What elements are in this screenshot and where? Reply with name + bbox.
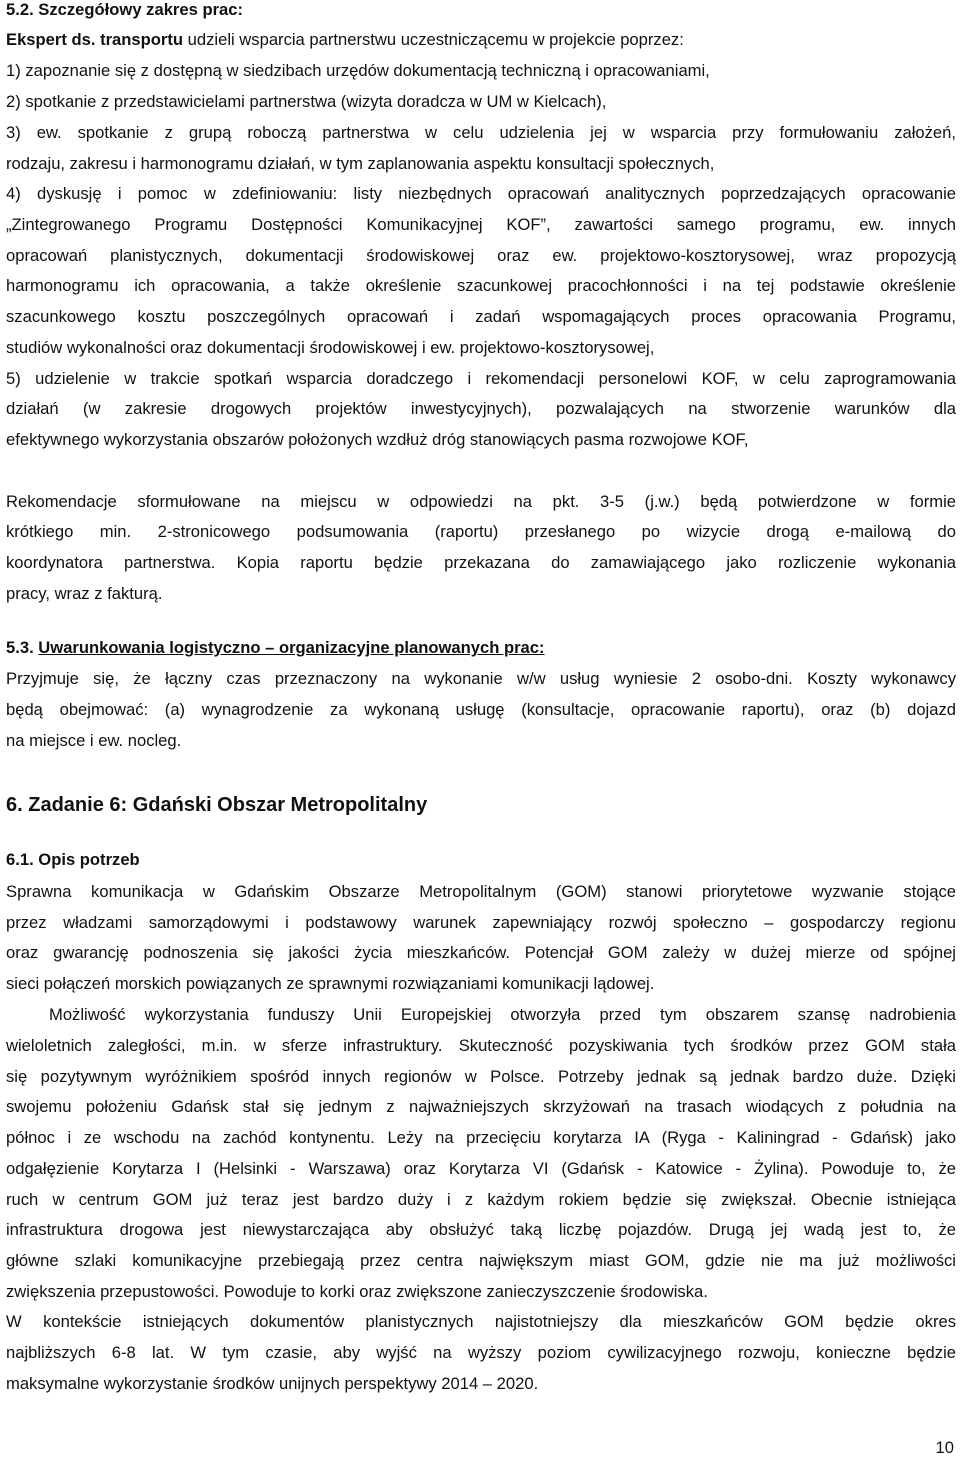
paragraph-3-line: maksymalne wykorzystanie środków unijnych perspektywy 2014 – 2020. [6,1374,539,1393]
list-item-4-line: „Zintegrowanego Programu Dostępności Komunikacyjnej KOF”, zawartości samego programu, ew. innych [6,215,956,234]
list-item-4-line: szacunkowego kosztu poszczególnych opracowań i zadań wspomagających proces opracowania Programu, [6,307,956,326]
paragraph-2-line: infrastruktura drogowa jest niewystarczająca aby obsłużyć taką liczbę pojazdów. Drugą jej wadą jest to, że [6,1220,956,1239]
list-item-4-line: studiów wykonalności oraz dokumentacji środowiskowej i ew. projektowo-kosztorysowej, [6,338,655,357]
section-5-3-heading [6,638,545,658]
recommendation-line: koordynatora partnerstwa. Kopia raportu będzie przekazana do zamawiającego jako rozliczenie wykonania [6,553,956,572]
paragraph-2-line: odgałęzienie Korytarza I (Helsinki - Warszawa) oraz Korytarza VI (Gdańsk - Katowice - Żylina). Powoduje to, że [6,1159,956,1178]
section-6-heading: 6. Zadanie 6: Gdański Obszar Metropolitalny [6,794,428,816]
paragraph-3-line: najbliższych 6-8 lat. W tym czasie, aby wyjść na wyższy poziom cywilizacyjnego rozwoju, konieczne będzie [6,1343,956,1362]
section-5-3-line: Przyjmuje się, że łączny czas przeznaczony na wykonanie w/w usług wyniesie 2 osobo-dni. Koszty wykonawcy [6,669,956,688]
list-item-5-line: efektywnego wykorzystania obszarów położonych wzdłuż dróg stanowiących pasma rozwojowe KOF, [6,430,749,449]
paragraph-2-line: Możliwość wykorzystania funduszy Unii Europejskiej otworzyła przed tym obszarem szansę nadrobienia [49,1005,956,1024]
list-item-5-line: działań (w zakresie drogowych projektów inwestycyjnych), pozwalających na stworzenie warunków dla [6,399,956,418]
list-item-5-line: 5) udzielenie w trakcie spotkań wsparcia doradczego i rekomendacji personelowi KOF, w celu zaprogramowania [6,369,956,388]
list-item-4-line: harmonogramu ich opracowania, a także określenie szacunkowej pracochłonności i na tej podstawie określenie [6,276,956,295]
paragraph-1-line: sieci połączeń morskich powiązanych ze sprawnymi rozwiązaniami komunikacji lądowej. [6,974,655,993]
section-5-3-line: na miejsce i ew. nocleg. [6,731,182,750]
section-5-2-lead [6,30,684,50]
paragraph-2-line: się pozytywnym wyróżnikiem spośród innych regionów w Polsce. Potrzeby jednak są jednak bardzo duże. Dzięki [6,1067,956,1086]
section-5-2-heading: 5.2. Szczegółowy zakres prac: [6,0,244,19]
paragraph-1-line: Sprawna komunikacja w Gdańskim Obszarze Metropolitalnym (GOM) stanowi priorytetowe wyzwanie stojące [6,882,956,901]
section-5-3-number: 5.3. [6,638,39,657]
list-item-3-line: 3) ew. spotkanie z grupą roboczą partnerstwa w celu udzielenia jej w wsparcia przy formułowaniu założeń, [6,123,956,142]
lead-bold-text: Ekspert ds. transportu [6,30,184,49]
section-5-3-line: będą obejmować: (a) wynagrodzenie za wykonaną usługę (konsultacje, opracowanie raportu), oraz (b) dojazd [6,700,956,719]
paragraph-3-line: W kontekście istniejących dokumentów planistycznych najistotniejszy dla mieszkańców GOM będzie okres [6,1312,956,1331]
page-number: 10 [935,1438,954,1457]
recommendation-line: krótkiego min. 2-stronicowego podsumowania (raportu) przesłanego po wizycie drogą e-mailową do [6,522,956,541]
paragraph-2-line: ruch w centrum GOM już teraz jest bardzo duży i z każdym rokiem będzie się zwiększał. Obecnie istniejąca [6,1190,956,1209]
list-item-2: 2) spotkanie z przedstawicielami partnerstwa (wizyta doradcza w UM w Kielcach), [6,92,607,111]
paragraph-2-line: wieloletnich zaległości, m.in. w sferze infrastruktury. Skuteczność pozyskiwania tych środków przez GOM stała [6,1036,956,1055]
recommendation-line: pracy, wraz z fakturą. [6,584,163,603]
paragraph-2-line: zwiększenia przepustowości. Powoduje to korki oraz zwiększone zanieczyszczenie środowiska. [6,1282,708,1301]
list-item-3-line: rodzaju, zakresu i harmonogramu działań, w tym zaplanowania aspektu konsultacji społecznych, [6,154,715,173]
section-5-3-title: Uwarunkowania logistyczno – organizacyjne planowanych prac: [38,638,545,657]
paragraph-2-line: główne szlaki komunikacyjne przebiegają przez centra największym miast GOM, gdzie nie ma już możliwości [6,1251,956,1270]
list-item-4-line: 4) dyskusję i pomoc w zdefiniowaniu: listy niezbędnych opracowań analitycznych poprzedzających opracowanie [6,184,956,203]
paragraph-1-line: oraz gwarancję podnoszenia się jakości życia mieszkańców. Potencjał GOM zależy w dużej mierze od spójnej [6,943,956,962]
list-item-1: 1) zapoznanie się z dostępną w siedzibach urzędów dokumentacją techniczną i opracowaniami, [6,61,710,80]
recommendation-line: Rekomendacje sformułowane na miejscu w odpowiedzi na pkt. 3-5 (j.w.) będą potwierdzone w formie [6,492,956,511]
paragraph-2-line: północ i ze wschodu na zachód kontynentu. Leży na przecięciu korytarza IA (Ryga - Kaliningrad - Gdańsk) jako [6,1128,956,1147]
list-item-4-line: opracowań planistycznych, dokumentacji środowiskowej oraz ew. projektowo-kosztorysowej, wraz propozycją [6,246,956,265]
lead-rest-text: udzieli wsparcia partnerstwu uczestniczącemu w projekcie poprzez: [183,30,684,49]
paragraph-2-line: swojemu położeniu Gdańsk stał się jednym z najważniejszych skrzyżowań na trasach wiodących z południa na [6,1097,956,1116]
paragraph-1-line: przez władzami samorządowymi i podstawowy warunek zapewniający rozwój społeczno – gospodarczy regionu [6,913,956,932]
section-6-1-heading: 6.1. Opis potrzeb [6,850,140,869]
